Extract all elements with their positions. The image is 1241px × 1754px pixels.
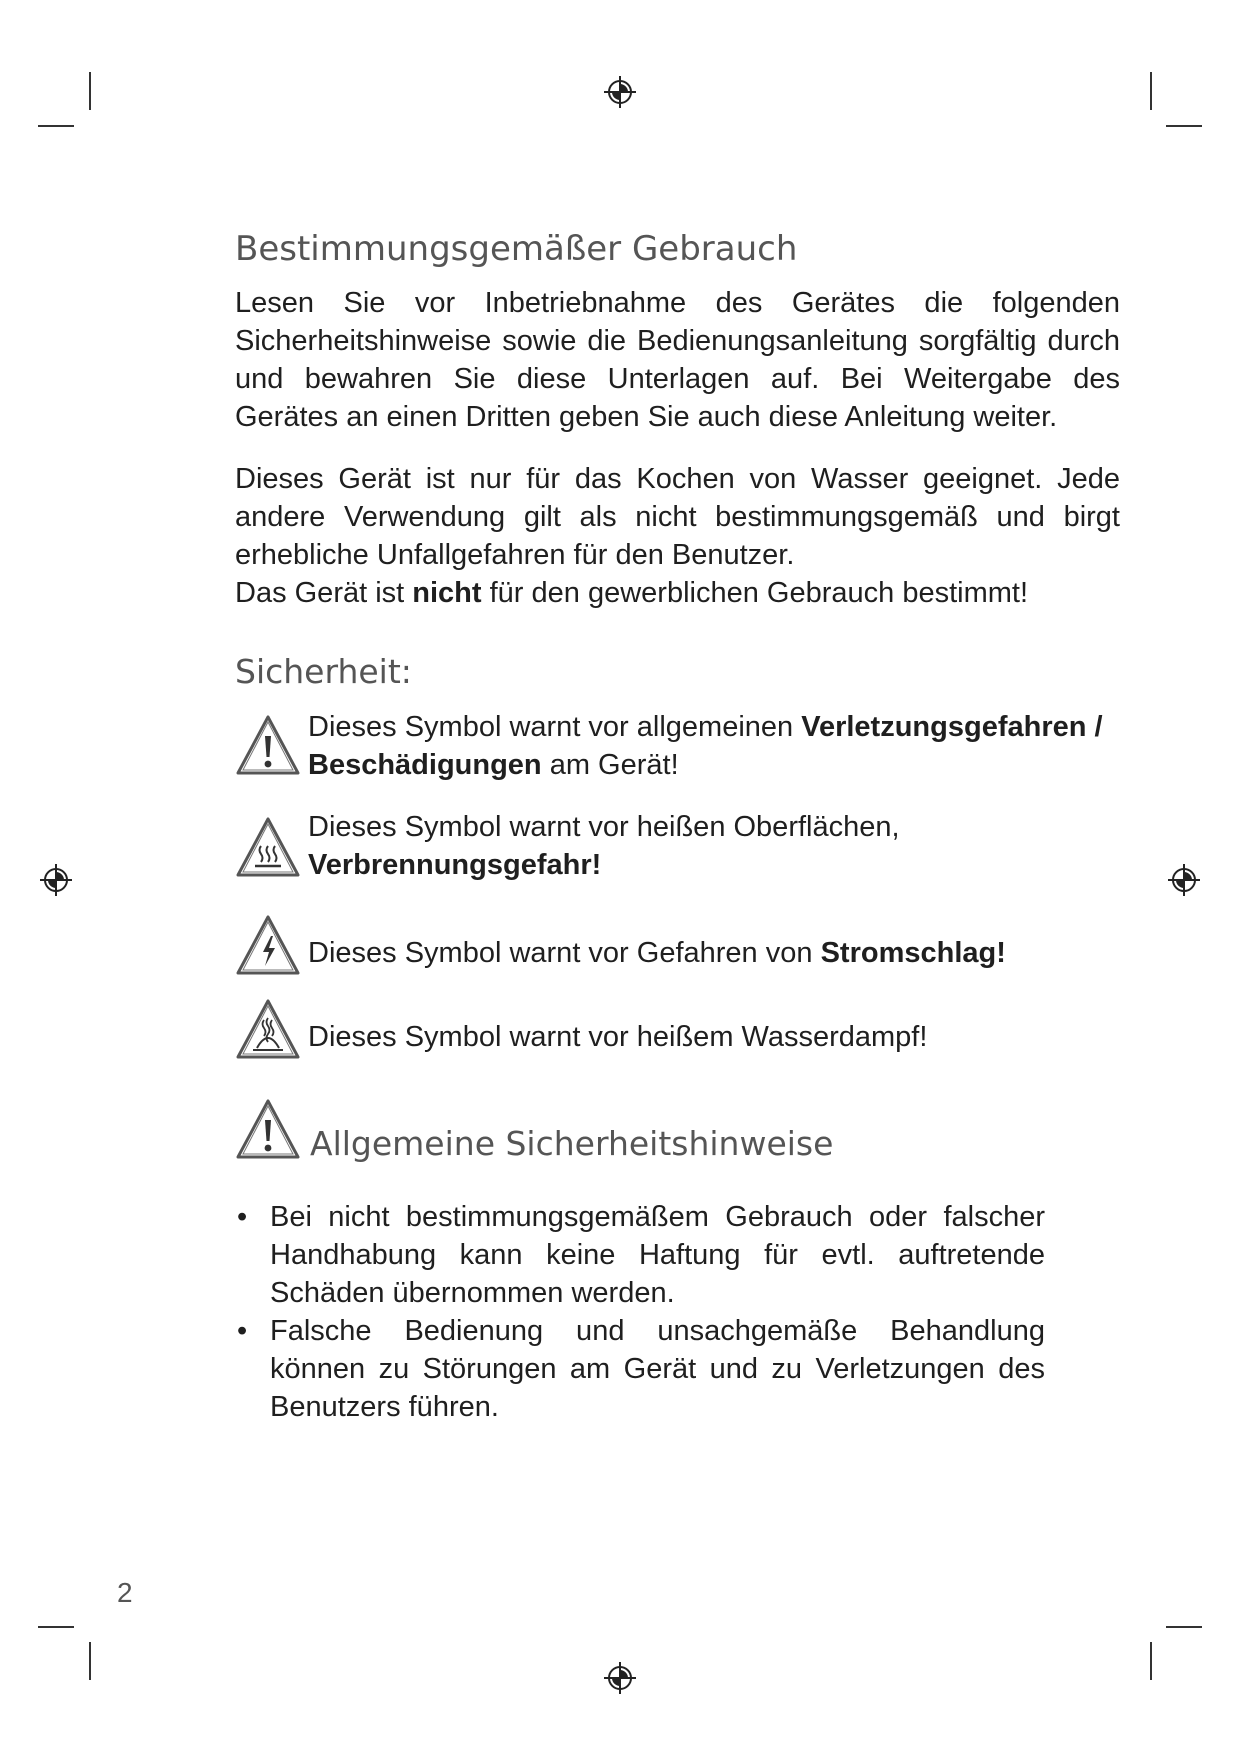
list-item: • Falsche Bedienung und unsachgemäße Behandlung können zu Störungen am Gerät und zu Verletzungen des Benutzers führen. bbox=[237, 1315, 1045, 1423]
crop-mark bbox=[38, 1626, 74, 1628]
section-title-intended-use: Bestimmungsgemäßer Gebrauch bbox=[235, 229, 798, 269]
intro-paragraph: Lesen Sie vor Inbetriebnahme des Gerätes die folgenden Sicherheitshinweise sowie die Bedienungsanleitung sorgfältig durch und bewahren Sie diese Unterlagen auf. Bei Weitergabe des Gerätes an einen Dritten geben Sie auch diese Anleitung weiter. bbox=[235, 287, 1120, 433]
warning-text: Dieses Symbol warnt vor heißem Wasserdampf! bbox=[308, 1021, 928, 1053]
warning-general bbox=[235, 708, 1120, 784]
general-safety-list bbox=[235, 1198, 1045, 1426]
emphasis-nicht: nicht bbox=[412, 577, 482, 609]
page-content bbox=[235, 222, 1120, 1426]
warning-text: Dieses Symbol warnt vor Gefahren von Stromschlag! bbox=[308, 937, 1006, 969]
crop-mark bbox=[1150, 72, 1152, 110]
usage-paragraph: Dieses Gerät ist nur für das Kochen von Wasser geeignet. Jede andere Verwendung gilt als nicht bestimmungsgemäß und birgt erhebliche Unfallgefahren für den Benutzer. bbox=[235, 463, 1120, 571]
registration-mark-icon bbox=[40, 864, 72, 896]
registration-mark-icon bbox=[604, 76, 636, 108]
section-title-safety: Sicherheit: bbox=[235, 652, 412, 691]
exclamation-warning-icon bbox=[235, 714, 301, 776]
warning-hot-steam bbox=[235, 998, 1120, 1062]
crop-mark bbox=[1166, 1626, 1202, 1628]
crop-mark bbox=[89, 72, 91, 110]
warning-text: Dieses Symbol warnt vor heißen Oberflächen, Verbrennungsgefahr! bbox=[308, 811, 900, 881]
warning-text: Dieses Symbol warnt vor allgemeinen Verletzungsgefahren / Beschädigungen am Gerät! bbox=[308, 711, 1103, 781]
list-item: • Bei nicht bestimmungsgemäßem Gebrauch oder falscher Handhabung kann keine Haftung für evtl. auftretende Schäden übernommen werden. bbox=[237, 1201, 1045, 1309]
electric-shock-warning-icon bbox=[235, 914, 301, 976]
exclamation-warning-icon bbox=[235, 1098, 301, 1160]
crop-mark bbox=[89, 1642, 91, 1680]
page-number: 2 bbox=[117, 1577, 133, 1608]
section-title-general-safety: Allgemeine Sicherheitshinweise bbox=[310, 1124, 834, 1163]
commercial-use-paragraph: Das Gerät ist nicht für den gewerblichen Gebrauch bestimmt! bbox=[235, 577, 1029, 609]
hot-steam-warning-icon bbox=[235, 998, 301, 1060]
warning-electric-shock bbox=[235, 914, 1120, 978]
crop-mark bbox=[1150, 1642, 1152, 1680]
crop-mark bbox=[1166, 125, 1202, 127]
hot-surface-warning-icon bbox=[235, 816, 301, 878]
crop-mark bbox=[38, 125, 74, 127]
registration-mark-icon bbox=[604, 1662, 636, 1694]
registration-mark-icon bbox=[1168, 864, 1200, 896]
general-safety-header bbox=[235, 1098, 1120, 1168]
warning-hot-surface bbox=[235, 808, 1120, 884]
